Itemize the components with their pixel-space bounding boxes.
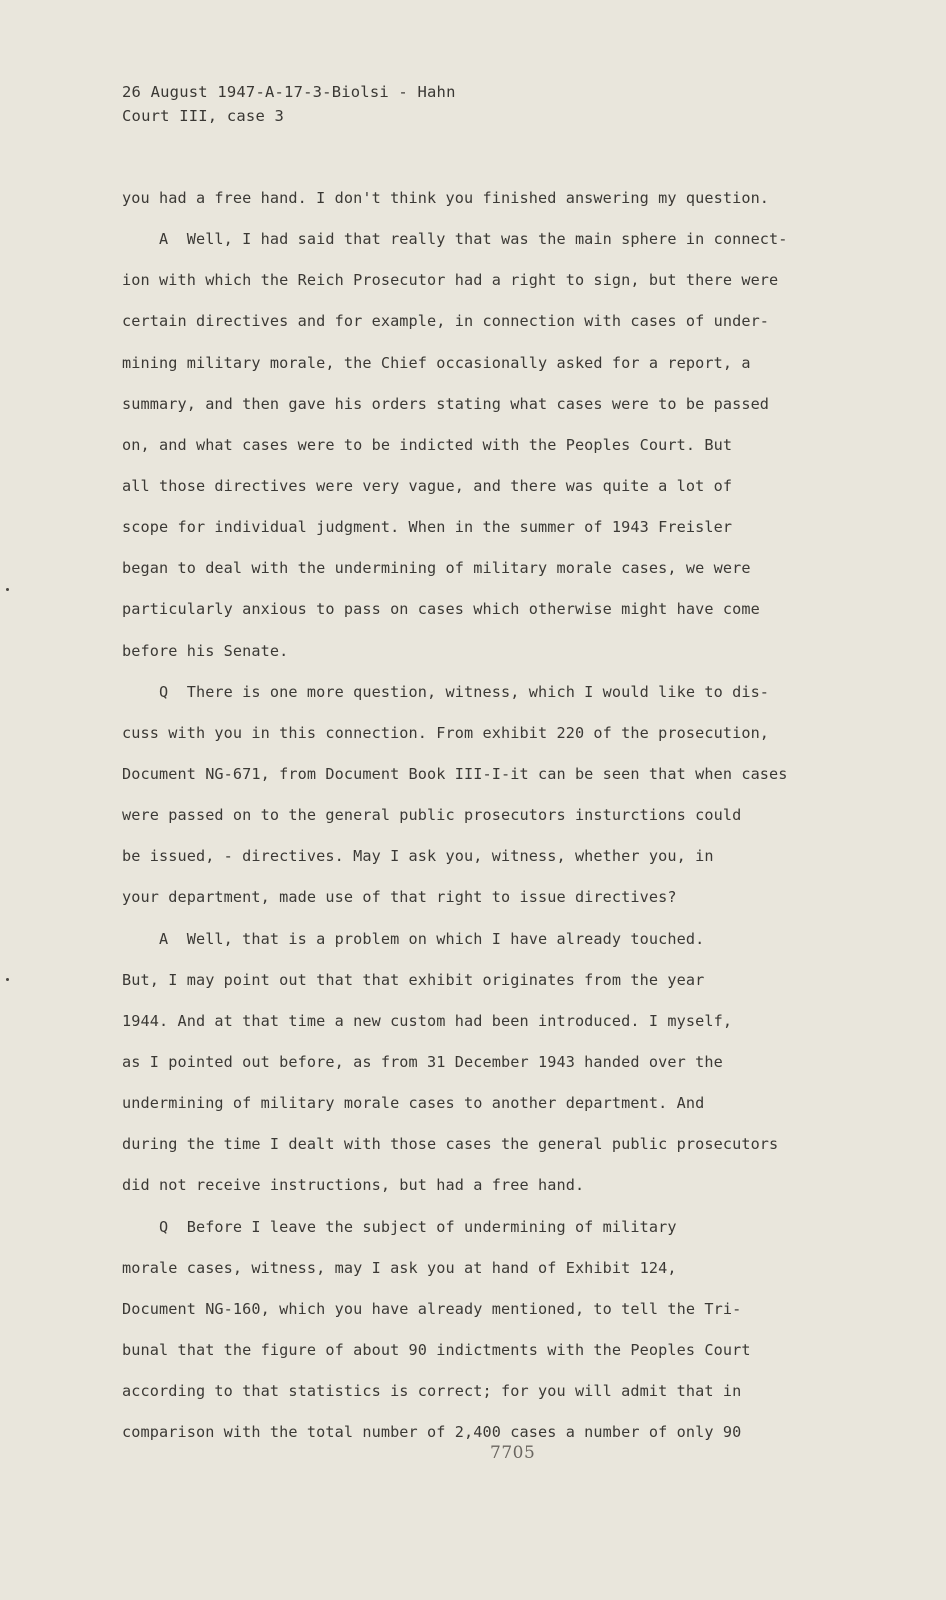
text-line: But, I may point out that that exhibit originates from the year [122,970,705,989]
text-line: mining military morale, the Chief occasionally asked for a report, a [122,353,751,372]
text-line: all those directives were very vague, and there was quite a lot of [122,476,733,495]
margin-dot [6,978,9,981]
transcript-body [122,178,882,1453]
page-number: 7705 [490,1443,536,1463]
text-line: cuss with you in this connection. From exhibit 220 of the prosecution, [122,723,770,742]
text-line: summary, and then gave his orders stating what cases were to be passed [122,394,770,413]
text-line: ion with which the Reich Prosecutor had a right to sign, but there were [122,271,779,290]
text-line: did not receive instructions, but had a free hand. [122,1176,585,1195]
text-line: were passed on to the general public prosecutors insturctions could [122,806,742,825]
text-line: particularly anxious to pass on cases which otherwise might have come [122,600,760,619]
text-line: on, and what cases were to be indicted with the Peoples Court. But [122,435,733,454]
text-line: A Well, I had said that really that was the main sphere in connect- [122,230,788,249]
header-date-line: 26 August 1947-A-17-3-Biolsi - Hahn [122,83,456,101]
text-line: Q There is one more question, witness, which I would like to dis- [122,682,770,701]
text-line: scope for individual judgment. When in the summer of 1943 Freisler [122,518,733,537]
text-line: began to deal with the undermining of military morale cases, we were [122,559,751,578]
text-line: as I pointed out before, as from 31 December 1943 handed over the [122,1052,723,1071]
text-line: Document NG-671, from Document Book III-I-it can be seen that when cases [122,764,788,783]
text-line: undermining of military morale cases to another department. And [122,1094,705,1113]
text-line: your department, made use of that right to issue directives? [122,888,677,907]
margin-dot [6,588,9,591]
text-line: 1944. And at that time a new custom had been introduced. I myself, [122,1011,733,1030]
text-line: be issued, - directives. May I ask you, witness, whether you, in [122,847,714,866]
document-header [122,80,456,128]
text-line: during the time I dealt with those cases the general public prosecutors [122,1135,779,1154]
text-line: you had a free hand. I don't think you finished answering my question. [122,189,770,207]
text-line: certain directives and for example, in connection with cases of under- [122,312,770,331]
text-line: A Well, that is a problem on which I have already touched. [122,929,705,948]
text-line: before his Senate. [122,641,289,660]
text-line: according to that statistics is correct; for you will admit that in [122,1382,742,1401]
text-line: morale cases, witness, may I ask you at hand of Exhibit 124, [122,1258,677,1277]
header-court-line: Court III, case 3 [122,107,285,125]
text-line: Q Before I leave the subject of undermining of military [122,1217,677,1236]
text-line: comparison with the total number of 2,400 cases a number of only 90 [122,1423,742,1442]
text-line: Document NG-160, which you have already mentioned, to tell the Tri- [122,1299,742,1318]
text-line: bunal that the figure of about 90 indictments with the Peoples Court [122,1340,751,1359]
